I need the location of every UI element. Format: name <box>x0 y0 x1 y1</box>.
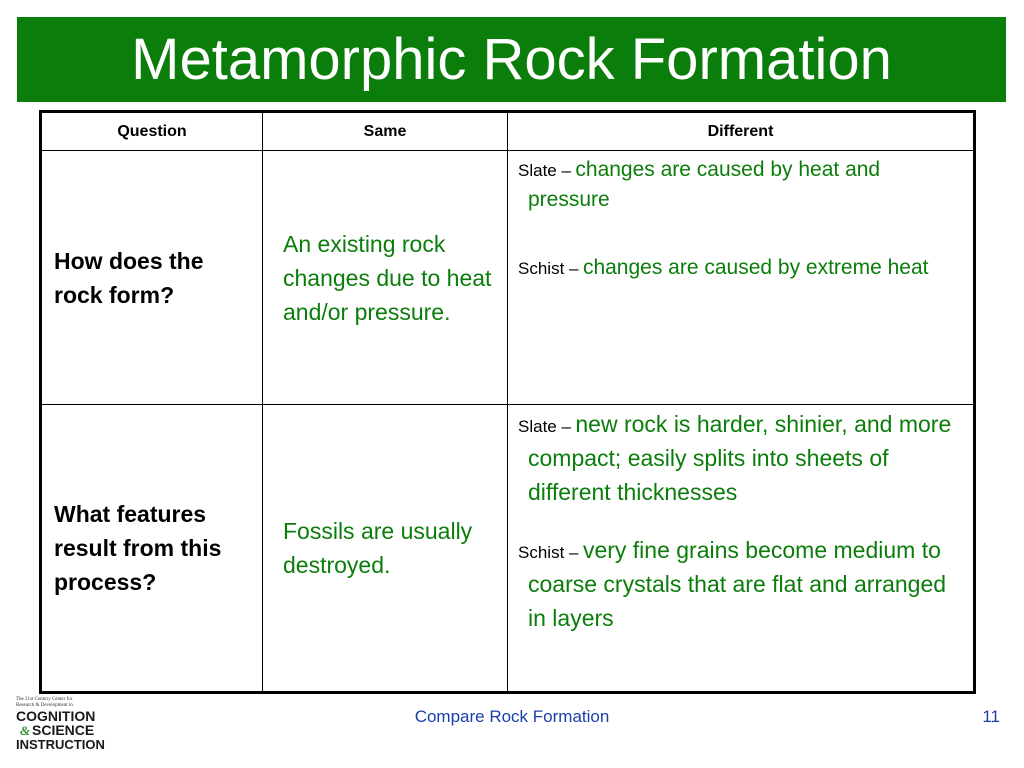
same-cell: Fossils are usually destroyed. <box>263 405 508 693</box>
table-header-row <box>41 112 975 151</box>
rock-label: Schist – <box>518 543 579 562</box>
difference-entry <box>518 407 953 509</box>
logo-word-science: SCIENCE <box>32 722 95 738</box>
slide-title: Metamorphic Rock Formation <box>131 27 892 92</box>
different-cell <box>508 151 975 405</box>
page-number: 11 <box>982 707 1000 726</box>
table-row <box>41 151 975 405</box>
header-same: Same <box>263 112 508 151</box>
table-row <box>41 405 975 693</box>
logo-ampersand: & <box>20 723 31 738</box>
comparison-table <box>39 110 976 694</box>
same-cell: An existing rock changes due to heat and/or pressure. <box>263 151 508 405</box>
difference-entry <box>518 533 953 635</box>
question-cell: How does the rock form? <box>41 151 263 405</box>
logo-caption-line-1: The 21st Century Center for <box>16 697 73 702</box>
difference-entry <box>518 253 953 283</box>
header-different: Different <box>508 112 975 151</box>
difference-description: very fine grains become medium to coarse crystals that are flat and arranged in layers <box>528 537 947 631</box>
difference-entry <box>518 155 953 215</box>
question-cell: What features result from this process? <box>41 405 263 693</box>
header-question: Question <box>41 112 263 151</box>
title-bar <box>17 17 1006 102</box>
difference-description: new rock is harder, shinier, and more compact; easily splits into sheets of different thicknesses <box>528 411 952 505</box>
rock-label: Slate – <box>518 161 571 180</box>
different-cell <box>508 405 975 693</box>
difference-description: changes are caused by heat and pressure <box>528 158 881 211</box>
logo-word-instruction: INSTRUCTION <box>16 737 105 752</box>
logo-word-cognition: COGNITION <box>16 708 96 724</box>
rock-label: Slate – <box>518 417 571 436</box>
difference-description: changes are caused by extreme heat <box>582 256 929 279</box>
rock-label: Schist – <box>518 259 579 278</box>
footer-title: Compare Rock Formation <box>414 707 610 726</box>
logo-caption-line-2: Research & Development in <box>16 703 73 708</box>
